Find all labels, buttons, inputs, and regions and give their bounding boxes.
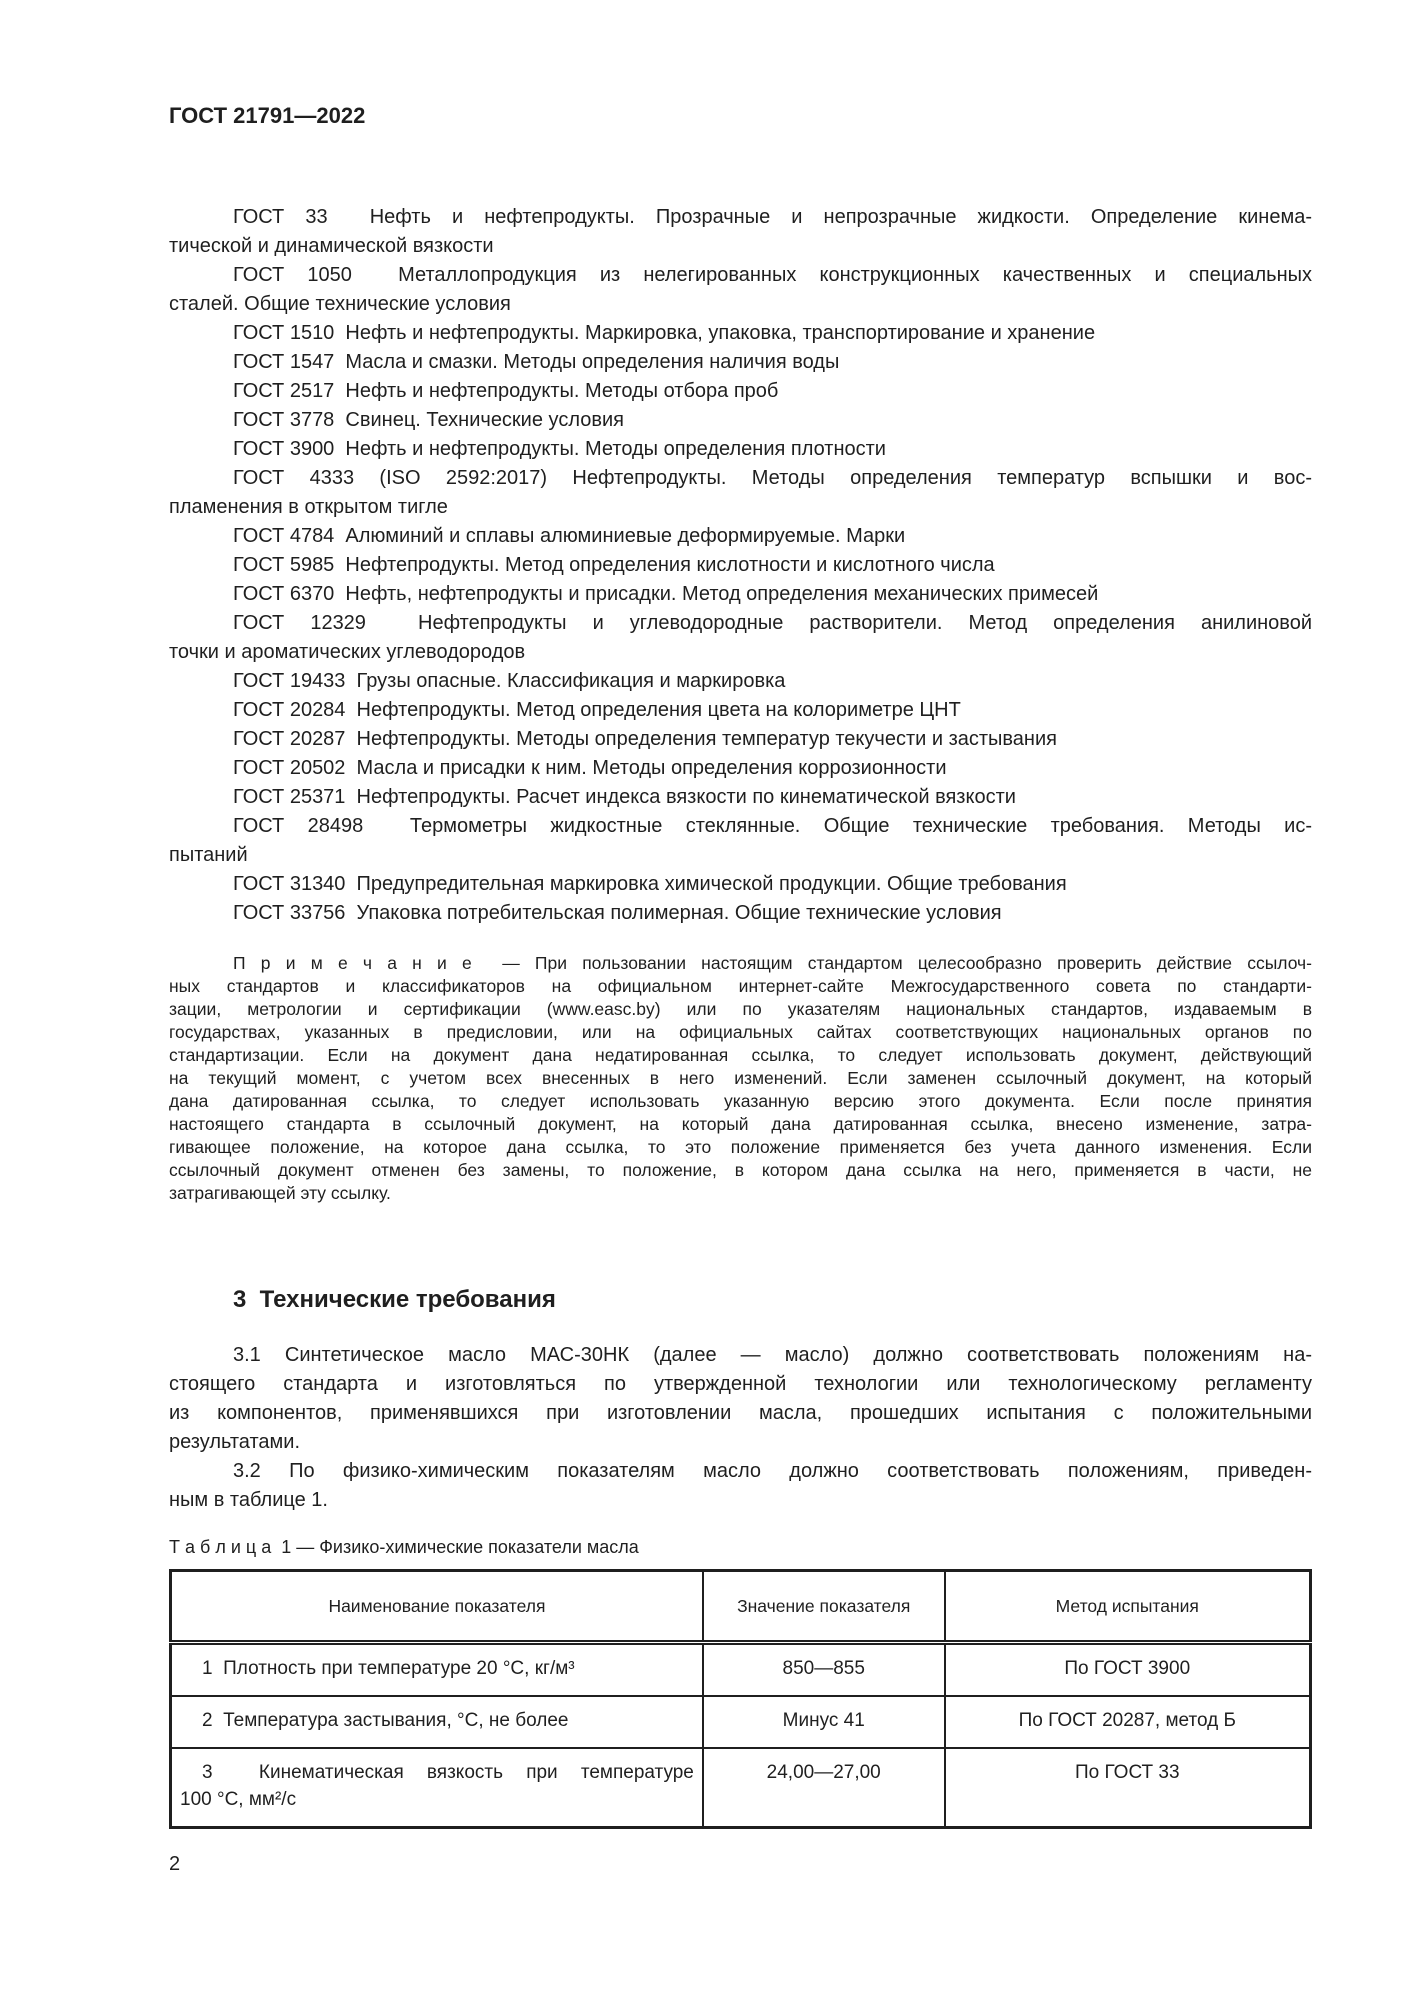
paragraph-line: из компонентов, применявшихся при изготовлении масла, прошедших испытания с положительными — [169, 1402, 1312, 1424]
reference-line: ГОСТ 31340 Предупредительная маркировка химической продукции. Общие требования — [233, 873, 1067, 895]
section-heading: 3 Технические требования — [233, 1286, 556, 1313]
physico-chemical-indicators-table — [169, 1569, 1312, 1829]
reference-line: ГОСТ 19433 Грузы опасные. Классификация и маркировка — [233, 670, 786, 692]
indicator-name-cell: 1 Плотность при температуре 20 °С, кг/м³ — [202, 1658, 575, 1679]
standard-code-header: ГОСТ 21791—2022 — [169, 103, 366, 128]
reference-line: ГОСТ 1050 Металлопродукция из нелегированных конструкционных качественных и специальных — [233, 264, 1312, 286]
reference-line: ГОСТ 4333 (ISO 2592:2017) Нефтепродукты. Методы определения температур вспышки и вос- — [233, 467, 1312, 489]
paragraph-line: 3.2 По физико-химическим показателям масло должно соответствовать положениям, приведен- — [233, 1460, 1312, 1482]
column-header-indicator-value: Значение показателя — [703, 1571, 945, 1643]
reference-line: ГОСТ 12329 Нефтепродукты и углеводородные растворители. Метод определения анилиновой — [233, 612, 1312, 634]
note-block — [169, 952, 1312, 1205]
indicator-value-cell: Минус 41 — [703, 1696, 945, 1748]
reference-line: ГОСТ 33 Нефть и нефтепродукты. Прозрачные и непрозрачные жидкости. Определение кинема- — [233, 206, 1312, 228]
paragraph-line: 3.1 Синтетическое масло МАС-30НК (далее — масло) должно соответствовать положениям на- — [233, 1344, 1312, 1366]
test-method-cell: По ГОСТ 3900 — [945, 1643, 1311, 1697]
note-line: стандартизации. Если на документ дана недатированная ссылка, то следует использовать документ, действующий — [169, 1045, 1312, 1065]
reference-line: ГОСТ 20502 Масла и присадки к ним. Методы определения коррозионности — [233, 757, 947, 779]
indicator-value-cell: 850—855 — [703, 1643, 945, 1697]
reference-line: тической и динамической вязкости — [169, 235, 494, 257]
reference-line: сталей. Общие технические условия — [169, 293, 511, 315]
table-row — [171, 1643, 1311, 1697]
note-line: настоящего стандарта в ссылочный документ, на который дана датированная ссылка, внесено изменение, затра- — [169, 1114, 1312, 1134]
note-line: дана датированная ссылка, то следует использовать указанную версию этого документа. Если после принятия — [169, 1091, 1312, 1111]
note-line: ных стандартов и классификаторов на официальном интернет-сайте Межгосударственного совета по стандарти- — [169, 976, 1312, 996]
note-line: на текущий момент, с учетом всех внесенных в него изменений. Если заменен ссылочный документ, на который — [169, 1068, 1312, 1088]
table-caption: Т а б л и ц а 1 — Физико-химические показатели масла — [169, 1537, 639, 1557]
reference-line: ГОСТ 3900 Нефть и нефтепродукты. Методы определения плотности — [233, 438, 886, 460]
reference-line: ГОСТ 2517 Нефть и нефтепродукты. Методы отбора проб — [233, 380, 779, 402]
reference-line: ГОСТ 25371 Нефтепродукты. Расчет индекса вязкости по кинематической вязкости — [233, 786, 1016, 808]
reference-line: ГОСТ 1510 Нефть и нефтепродукты. Маркировка, упаковка, транспортирование и хранение — [233, 322, 1096, 344]
test-method-cell: По ГОСТ 33 — [945, 1748, 1311, 1828]
note-line: затрагивающей эту ссылку. — [169, 1183, 391, 1203]
reference-line: ГОСТ 6370 Нефть, нефтепродукты и присадки. Метод определения механических примесей — [233, 583, 1099, 605]
reference-line: ГОСТ 33756 Упаковка потребительская полимерная. Общие технические условия — [233, 902, 1002, 924]
table-row — [171, 1696, 1311, 1748]
page-number: 2 — [169, 1853, 181, 1875]
paragraph-line: результатами. — [169, 1431, 300, 1453]
reference-line: точки и ароматических углеводородов — [169, 641, 526, 663]
paragraph-3-1 — [169, 1341, 1312, 1457]
reference-line: пламенения в открытом тигле — [169, 496, 448, 518]
test-method-cell: По ГОСТ 20287, метод Б — [945, 1696, 1311, 1748]
note-line: П р и м е ч а н и е — При пользовании настоящим стандартом целесообразно проверить действие ссылоч- — [233, 953, 1312, 973]
note-line: ссылочный документ отменен без замены, то положение, в котором дана ссылка на него, применяется в части, не — [169, 1160, 1312, 1180]
table-row — [171, 1748, 1311, 1828]
indicator-name-cell: 3 Кинематическая вязкость при температуре 100 °С, мм²/с — [171, 1748, 703, 1828]
reference-line: ГОСТ 1547 Масла и смазки. Методы определения наличия воды — [233, 351, 840, 373]
reference-line: ГОСТ 4784 Алюминий и сплавы алюминиевые деформируемые. Марки — [233, 525, 906, 547]
indicator-name-cell: 2 Температура застывания, °С, не более — [171, 1696, 703, 1748]
paragraph-line: ным в таблице 1. — [169, 1489, 328, 1511]
note-line: государствах, указанных в предисловии, или на официальных сайтах соответствующих национальных органов по — [169, 1022, 1312, 1042]
reference-line: ГОСТ 5985 Нефтепродукты. Метод определения кислотности и кислотного числа — [233, 554, 995, 576]
indicator-value-cell: 24,00—27,00 — [703, 1748, 945, 1828]
reference-line: ГОСТ 20287 Нефтепродукты. Методы определения температур текучести и застывания — [233, 728, 1057, 750]
references-list — [169, 203, 1312, 928]
column-header-indicator-name: Наименование показателя — [171, 1571, 703, 1643]
paragraph-3-2 — [169, 1457, 1312, 1515]
reference-line: пытаний — [169, 844, 248, 866]
reference-line: ГОСТ 28498 Термометры жидкостные стеклянные. Общие технические требования. Методы ис- — [233, 815, 1312, 837]
note-line: гивающее положение, на которое дана ссылка, то это положение применяется без учета данного изменения. Если — [169, 1137, 1312, 1157]
note-line: зации, метрологии и сертификации (www.easc.by) или по указателям национальных стандартов, издаваемым в — [169, 999, 1312, 1019]
reference-line: ГОСТ 3778 Свинец. Технические условия — [233, 409, 624, 431]
paragraph-line: стоящего стандарта и изготовляться по утвержденной технологии или технологическому регламенту — [169, 1373, 1312, 1395]
reference-line: ГОСТ 20284 Нефтепродукты. Метод определения цвета на колориметре ЦНТ — [233, 699, 961, 721]
table-header-row — [171, 1571, 1311, 1643]
column-header-test-method: Метод испытания — [945, 1571, 1311, 1643]
